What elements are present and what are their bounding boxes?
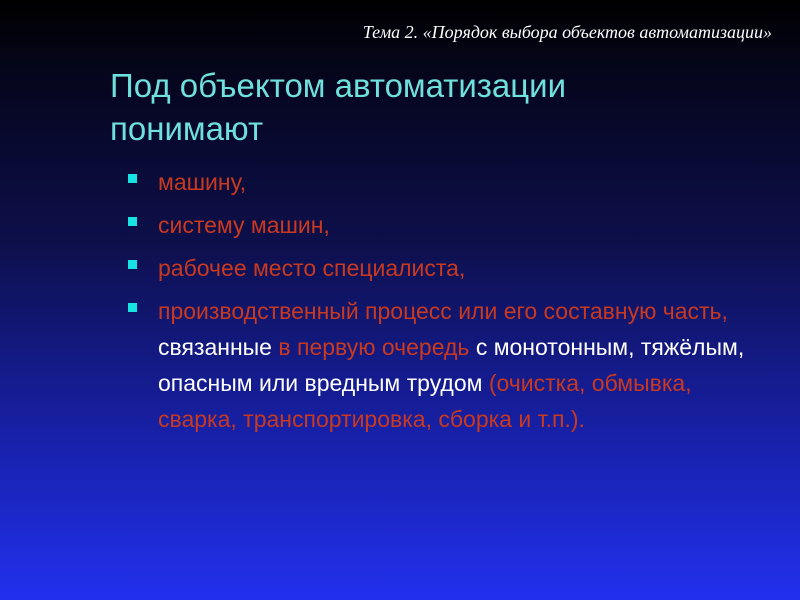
bullet-square-icon (128, 174, 137, 183)
bullet-text: рабочее место специалиста, (158, 255, 466, 281)
slide-title (110, 64, 730, 150)
bullet-text-segment: производственный процесс или его составную часть, (158, 298, 728, 324)
bullet-item-3 (128, 250, 748, 286)
bullet-square-icon (128, 217, 137, 226)
bullet-text-segment: (очистка, обмывка, сварка, транспортировка, сборка и т.п.). (158, 370, 692, 432)
bullet-item-2 (128, 207, 748, 243)
bullet-list (128, 164, 748, 444)
bullet-square-icon (128, 260, 137, 269)
bullet-item-4 (128, 293, 748, 437)
bullet-text-segment: связанные (158, 334, 279, 360)
bullet-text-segment: с монотонным, тяжёлым, опасным или вредным трудом (158, 334, 745, 396)
slide-title-line-1: Под объектом автоматизации (110, 67, 567, 104)
bullet-text: систему машин, (158, 212, 330, 238)
slide-title-line-2: понимают (110, 110, 264, 147)
bullet-square-icon (128, 303, 137, 312)
topic-header: Тема 2. «Порядок выбора объектов автоматизации» (362, 22, 772, 42)
bullet-text-segment: в первую очередь (278, 334, 476, 360)
bullet-text: машину, (158, 169, 247, 195)
bullet-item-1 (128, 164, 748, 200)
